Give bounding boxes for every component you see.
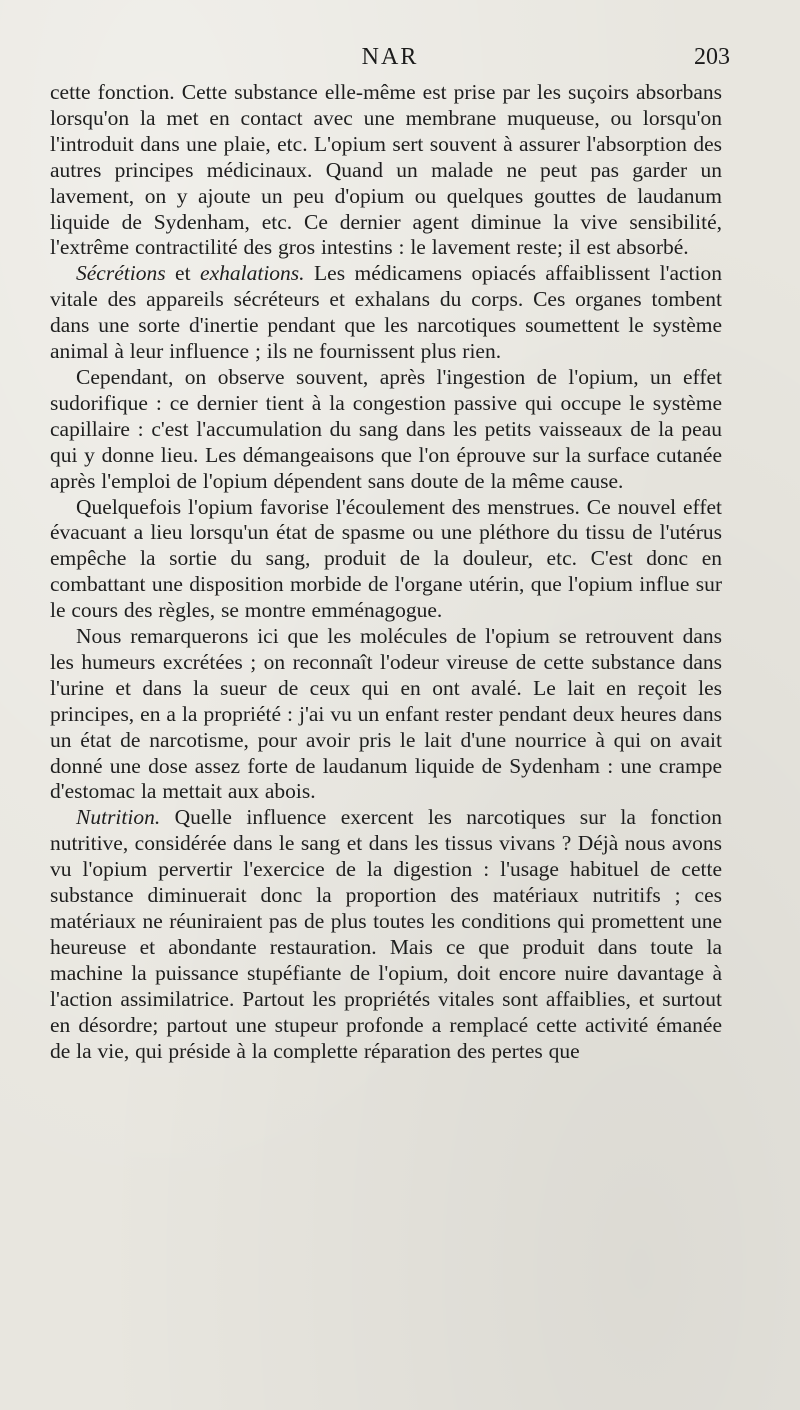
section-lead: exhalations. [200, 261, 305, 286]
paragraph [50, 805, 722, 1064]
running-title: NAR [361, 44, 419, 70]
paragraph [50, 624, 722, 805]
running-head [50, 44, 730, 74]
paragraph [50, 495, 722, 625]
body-text [50, 80, 722, 1064]
page-number: 203 [694, 44, 730, 70]
paragraph [50, 261, 722, 365]
paragraph-text: cette fonction. Cette substance elle-même est prise par les suçoirs absorbans lorsqu'on la met en contact avec une membrane muqueuse, ou lorsqu'on l'introduit dans une plaie, etc. L'opium sert souvent à assurer l'absorption des autres principes médicinaux. Quand un malade ne peut pas garder un lavement, on y ajoute un peu d'opium ou quelques gouttes de laudanum liquide de Sydenham, etc. Ce dernier agent diminue la vive sensibilité, l'extrême contractilité des gros intestins : le lavement reste; il est absorbé. [50, 80, 722, 260]
paragraph-text: Cependant, on observe souvent, après l'ingestion de l'opium, un effet sudorifique : ce dernier tient à la congestion passive qui occupe le système capillaire : c'est l'accumulation du sang dans les petits vaisseaux de la peau qui y donne lieu. Les démangeaisons que l'on éprouve sur la surface cutanée après l'emploi de l'opium dépendent sans doute de la même cause. [50, 364, 722, 493]
paragraph-text: Quelquefois l'opium favorise l'écoulement des menstrues. Ce nouvel effet évacuant a lieu lorsqu'un état de spasme ou une pléthore du tissu de l'utérus empêche la sortie du sang, produit de la douleur, etc. C'est donc en combattant une disposition morbide de l'organe utérin, que l'opium influe sur le cours des règles, se montre emménagogue. [50, 494, 722, 623]
section-lead: Sécrétions [76, 261, 166, 286]
paragraph [50, 80, 722, 261]
section-lead: Nutrition. [76, 805, 161, 830]
paragraph-text: Les médicamens opiacés affaiblissent l'action vitale des appareils sécréteurs et exhalans du corps. Ces organes tombent dans une sorte d'inertie pendant que les narcotiques soumettent le système animal à leur influence ; ils ne fournissent plus rien. [50, 261, 722, 364]
paragraph-text: Quelle influence exercent les narcotiques sur la fonction nutritive, considérée dans le sang et dans les tissus vivans ? Déjà nous avons vu l'opium pervertir l'exercice de la digestion : l'usage habituel de cette substance diminuerait donc la proportion des matériaux nutritifs ; ces matériaux ne réuniraient pas de plus toutes les conditions qui promettent une heureuse et abondante restauration. Mais ce que produit dans toute la machine la puissance stupéfiante de l'opium, doit encore nuire davantage à l'action assimilatrice. Partout les propriétés vitales sont affaiblies, et surtout en désordre; partout une stupeur profonde a remplacé cette activité émanée de la vie, qui préside à la complette réparation des pertes que [50, 805, 722, 1063]
paragraph-text: Nous remarquerons ici que les molécules de l'opium se retrouvent dans les humeurs excrétées ; on reconnaît l'odeur vireuse de cette substance dans l'urine et dans la sueur de ceux qui en ont avalé. Le lait en reçoit les principes, en a la propriété : j'ai vu un enfant rester pendant deux heures dans un état de narcotisme, pour avoir pris le lait d'une nourrice à qui on avait donné une dose assez forte de laudanum liquide de Sydenham : une crampe d'estomac la mettait aux abois. [50, 624, 722, 804]
paragraph-text: et [165, 261, 201, 286]
paragraph [50, 365, 722, 495]
